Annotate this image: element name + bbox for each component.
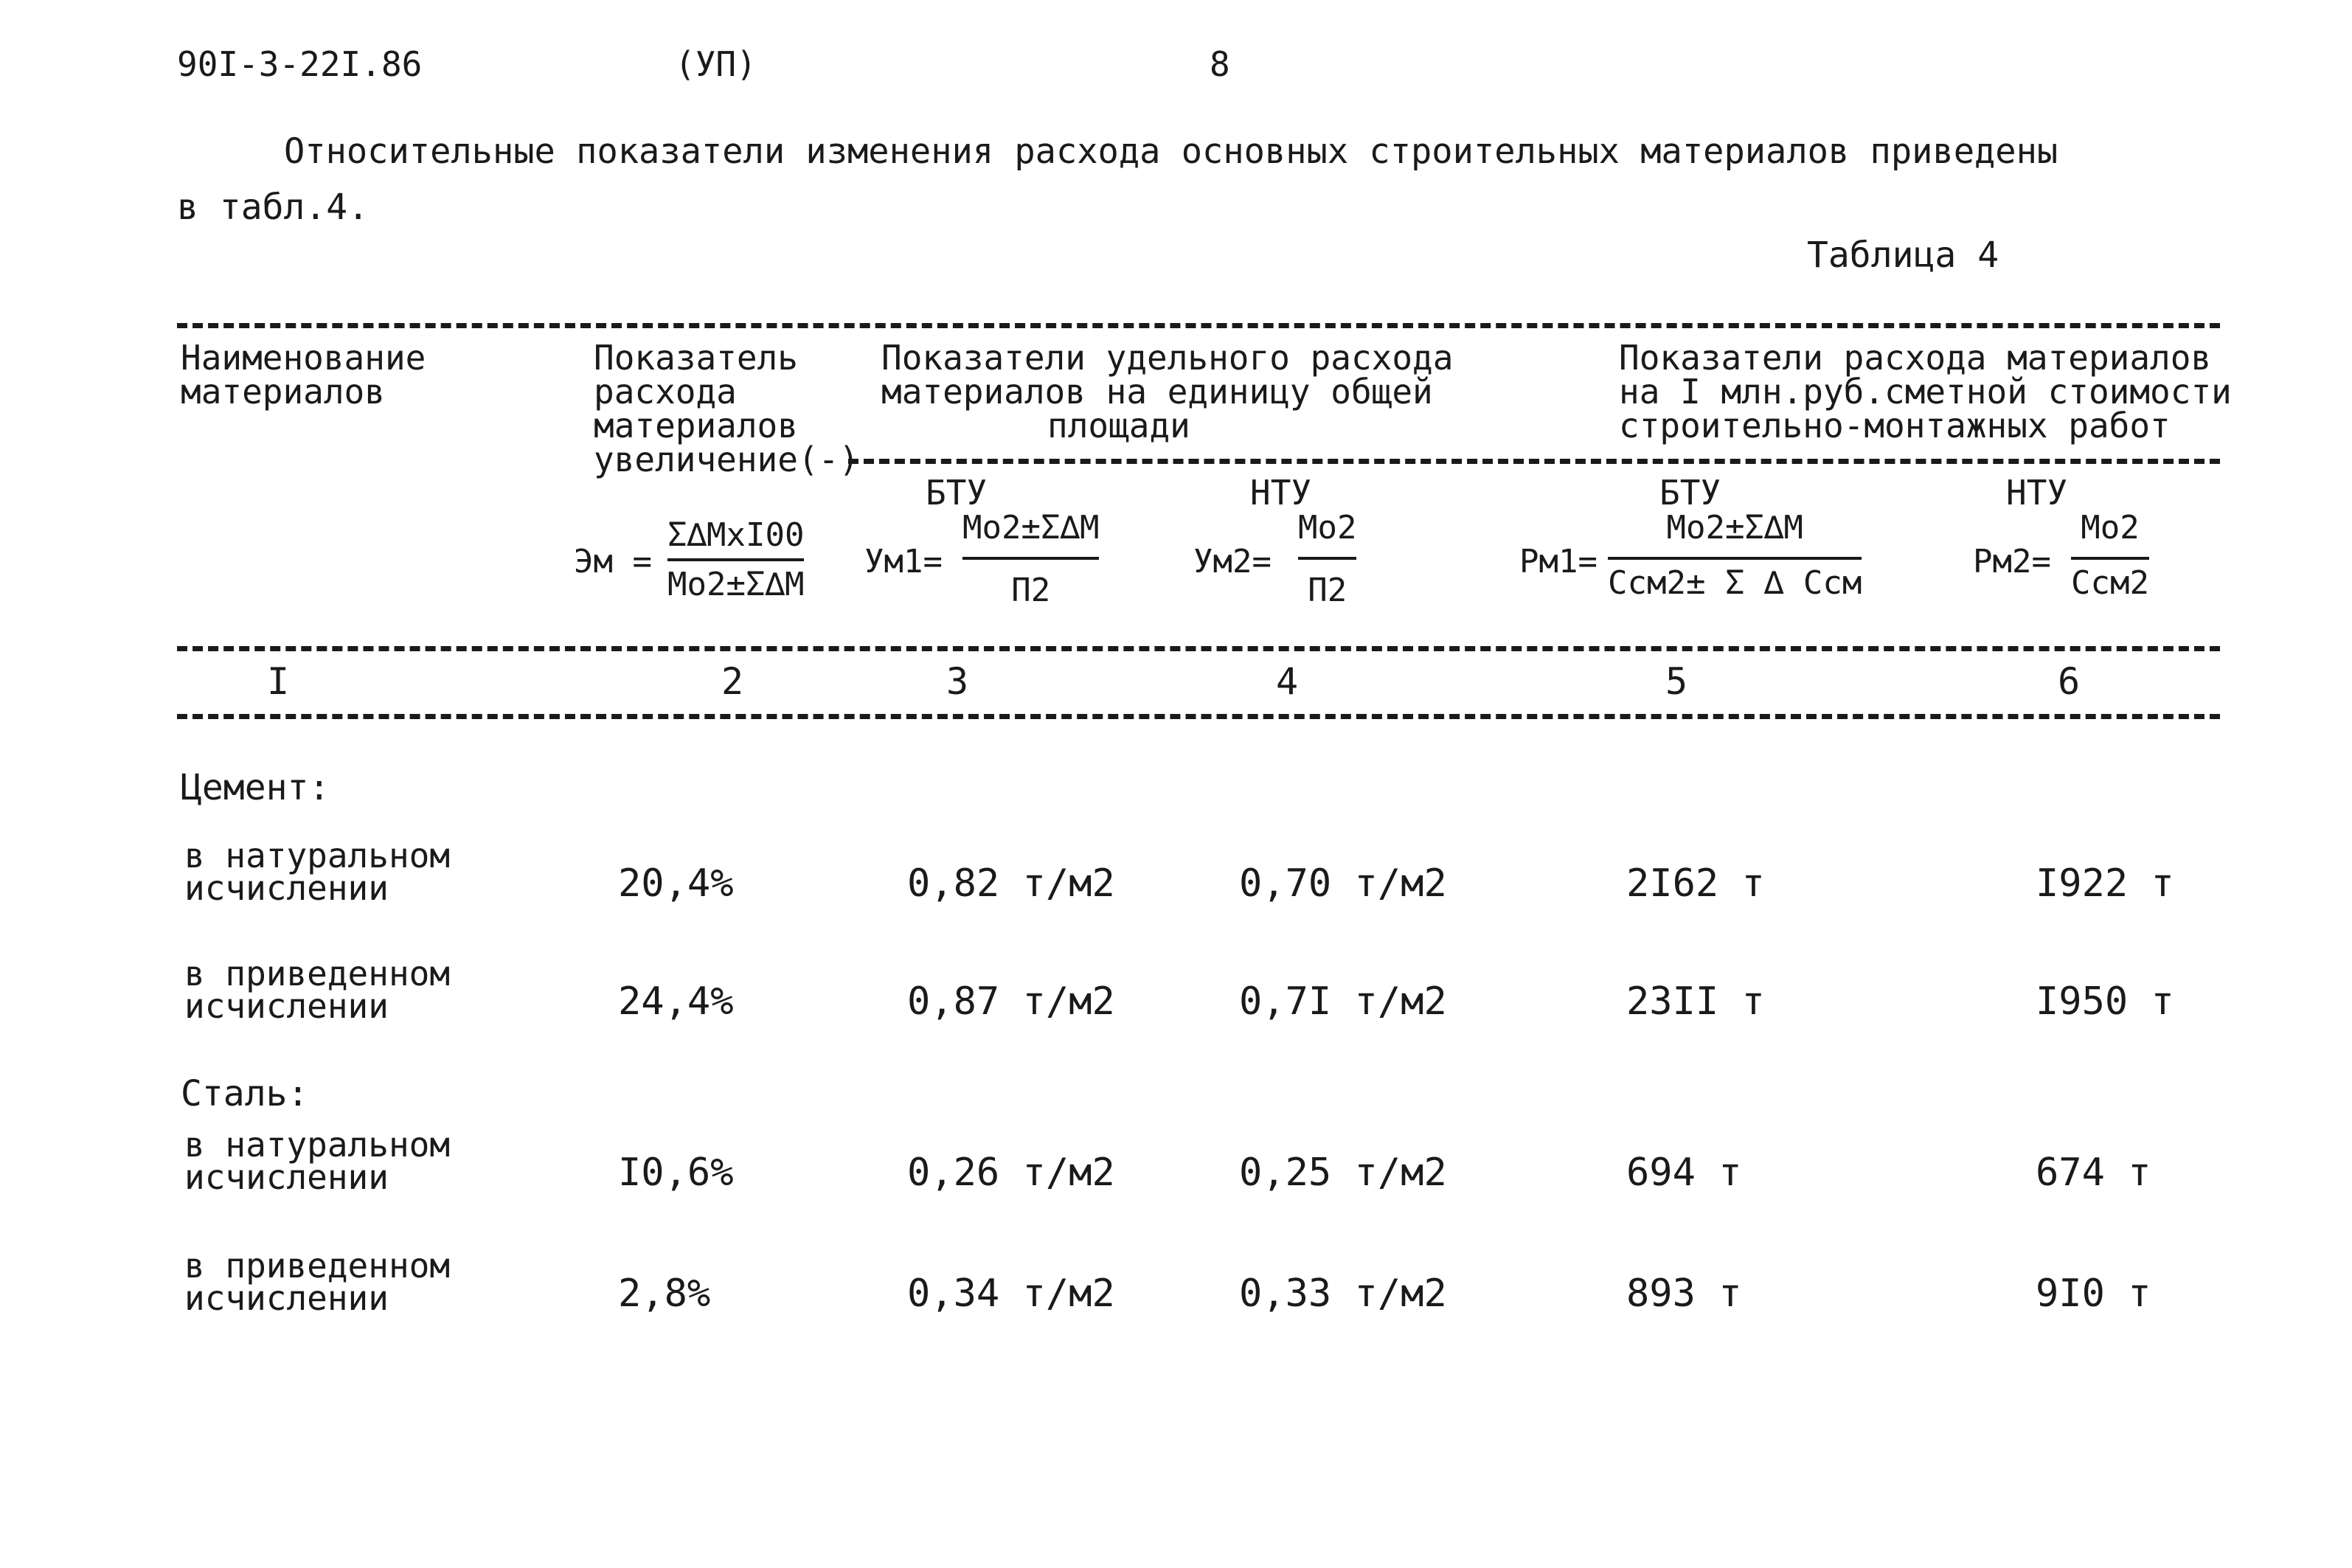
- formula-um1-denominator: П2: [1011, 572, 1051, 609]
- row-name-line2: исчислении: [184, 868, 389, 908]
- formula-em-denominator: Мо2±Σ∆М: [667, 566, 805, 603]
- table-caption: Таблица 4: [1807, 235, 1999, 276]
- row-name-line1: в приведенном: [184, 1246, 451, 1286]
- column-number-6: 6: [2058, 660, 2081, 703]
- column-numbers-top-rule: [177, 646, 2220, 651]
- formula-um2-left: Ум2=: [1193, 543, 1272, 580]
- cell-col6: 674 т: [2036, 1151, 2151, 1195]
- formula-um1-fraction: [962, 509, 1099, 609]
- cell-col6: I922 т: [2036, 861, 2174, 906]
- formula-um2-numerator: Мо2: [1298, 509, 1357, 547]
- formula-rm1-bar: [1608, 557, 1862, 560]
- column-number-4: 4: [1276, 660, 1299, 703]
- formula-rm2-left: Рм2=: [1973, 543, 2051, 580]
- cell-col4: 0,70 т/м2: [1239, 861, 1447, 906]
- formula-um1-bar: [962, 557, 1099, 560]
- formula-em-numerator: Σ∆МхI00: [667, 516, 805, 554]
- header-col2-line1: Показатель: [594, 338, 798, 378]
- cell-col2: 20,4%: [618, 861, 734, 906]
- formula-rm1-numerator: Мо2±Σ∆М: [1666, 509, 1803, 547]
- cell-col5: 694 т: [1626, 1151, 1742, 1195]
- formula-em-fraction: [667, 516, 804, 603]
- row-name-line1: в натуральном: [184, 836, 451, 875]
- subheader-rule: [848, 459, 2220, 464]
- section-title-cement: Цемент:: [181, 767, 330, 808]
- cell-col3: 0,87 т/м2: [907, 979, 1115, 1024]
- header-col1-line2: материалов: [181, 372, 385, 412]
- stage-marker: (УП): [675, 44, 757, 84]
- column-number-3: 3: [946, 660, 969, 703]
- formula-rm1-fraction: [1608, 509, 1862, 602]
- cell-col2: 2,8%: [618, 1272, 711, 1316]
- section-title-steel: Сталь:: [181, 1073, 309, 1114]
- formula-em-left: Эм =: [574, 543, 652, 580]
- row-name-line2: исчислении: [184, 1157, 389, 1197]
- header-col2-line4: увеличение(-): [594, 440, 860, 479]
- header-col34-line2: материалов на единицу общей: [881, 372, 1433, 412]
- cell-col4: 0,7I т/м2: [1239, 979, 1447, 1024]
- header-col56-line1: Показатели расхода материалов: [1619, 338, 2212, 378]
- row-name-line1: в натуральном: [184, 1125, 451, 1165]
- cell-col2: I0,6%: [618, 1151, 734, 1195]
- ntu-label-col6: НТУ: [2006, 473, 2068, 513]
- formula-um2-fraction: [1298, 509, 1356, 609]
- row-name-line2: исчислении: [184, 1278, 389, 1318]
- cell-col5: 2I62 т: [1626, 861, 1765, 906]
- btu-label-col3: БТУ: [926, 473, 988, 513]
- row-name-line2: исчислении: [184, 986, 389, 1026]
- column-numbers-bottom-rule: [177, 714, 2220, 719]
- ntu-label-col4: НТУ: [1250, 473, 1312, 513]
- intro-line-2: в табл.4.: [177, 187, 370, 228]
- header-col34-line3: площади: [1047, 406, 1190, 445]
- cell-col3: 0,82 т/м2: [907, 861, 1115, 906]
- column-number-1: I: [267, 660, 290, 703]
- formula-um1-numerator: Мо2±Σ∆М: [962, 509, 1100, 547]
- page-number: 8: [1210, 44, 1230, 84]
- formula-um1-left: Ум1=: [864, 543, 943, 580]
- cell-col2: 24,4%: [618, 979, 734, 1024]
- header-col2-line2: расхода: [594, 372, 737, 412]
- cell-col4: 0,25 т/м2: [1239, 1151, 1447, 1195]
- header-col1-line1: Наименование: [181, 338, 426, 378]
- intro-line-1: Относительные показатели изменения расхода основных строительных материалов приведены: [284, 131, 2058, 172]
- document-code: 90I-3-22I.86: [177, 44, 423, 84]
- cell-col5: 23II т: [1626, 979, 1765, 1024]
- cell-col5: 893 т: [1626, 1272, 1742, 1316]
- table-top-rule: [177, 323, 2220, 328]
- column-number-5: 5: [1665, 660, 1688, 703]
- formula-rm2-fraction: [2071, 509, 2149, 602]
- cell-col6: 9I0 т: [2036, 1272, 2151, 1316]
- header-col2-line3: материалов: [594, 406, 798, 445]
- formula-rm2-denominator: Ссм2: [2071, 564, 2149, 602]
- formula-rm2-bar: [2071, 557, 2149, 560]
- cell-col6: I950 т: [2036, 979, 2174, 1024]
- column-number-2: 2: [721, 660, 744, 703]
- cell-col3: 0,34 т/м2: [907, 1272, 1115, 1316]
- formula-um2-bar: [1298, 557, 1356, 560]
- header-col34-line1: Показатели удельного расхода: [881, 338, 1454, 378]
- formula-em-bar: [667, 558, 804, 561]
- formula-rm1-left: Рм1=: [1519, 543, 1598, 580]
- cell-col3: 0,26 т/м2: [907, 1151, 1115, 1195]
- header-col56-line3: строительно-монтажных работ: [1619, 406, 2171, 445]
- header-col56-line2: на I млн.руб.сметной стоимости: [1619, 372, 2232, 412]
- btu-label-col5: БТУ: [1659, 473, 1721, 513]
- formula-rm1-denominator: Ссм2± Σ ∆ Ссм: [1608, 564, 1862, 602]
- row-name-line1: в приведенном: [184, 954, 451, 993]
- formula-rm2-numerator: Мо2: [2081, 509, 2140, 547]
- formula-um2-denominator: П2: [1308, 572, 1347, 609]
- cell-col4: 0,33 т/м2: [1239, 1272, 1447, 1316]
